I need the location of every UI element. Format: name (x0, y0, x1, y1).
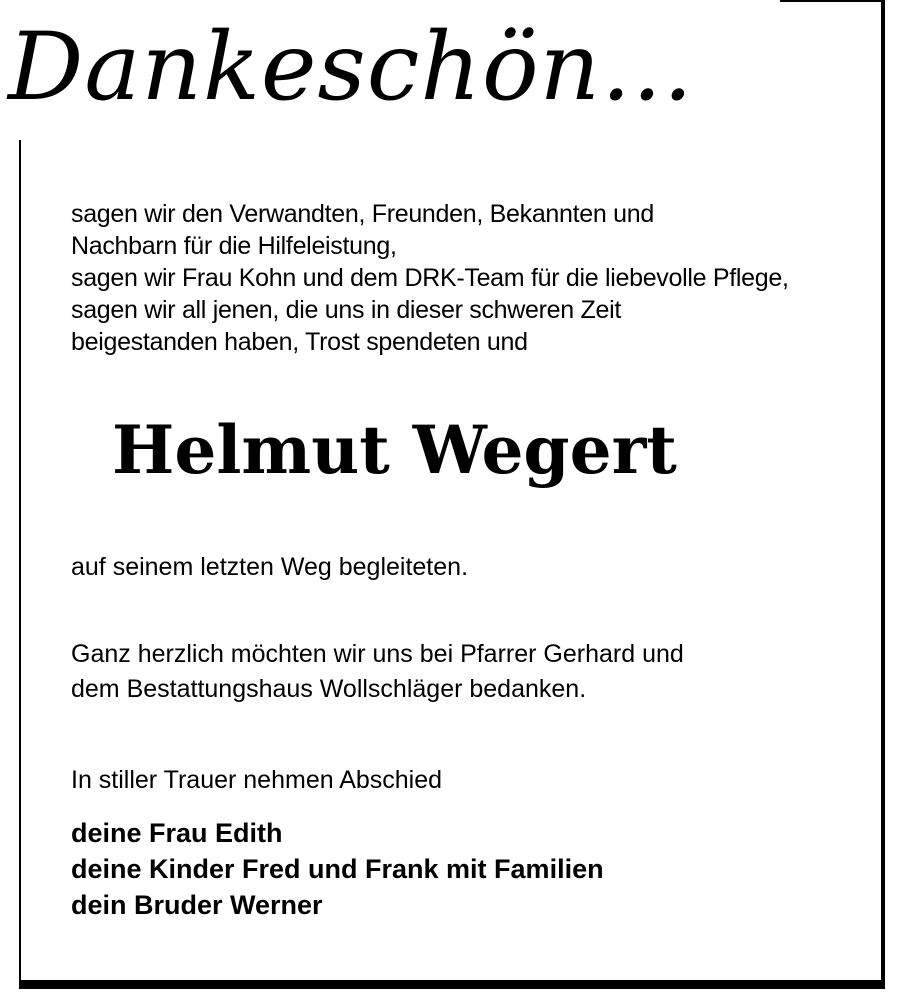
intro-line: sagen wir den Verwandten, Freunden, Bekannten und (71, 200, 654, 228)
intro-line: beigestanden haben, Trost spendeten und (71, 328, 528, 356)
intro-line: sagen wir Frau Kohn und dem DRK-Team für die liebevolle Pflege, (71, 264, 789, 292)
intro-line: sagen wir all jenen, die uns in dieser schweren Zeit (71, 296, 621, 324)
signer-line: deine Frau Edith (71, 818, 283, 848)
deceased-name: Helmut Wegert (112, 411, 677, 489)
signers-list (71, 815, 604, 923)
thanks-line: dem Bestattungshaus Wollschläger bedanken. (71, 675, 587, 703)
thanks-line: Ganz herzlich möchten wir uns bei Pfarrer Gerhard und (71, 640, 684, 668)
thanks-text (71, 637, 684, 707)
intro-line: Nachbarn für die Hilfeleistung, (71, 232, 397, 260)
signer-line: dein Bruder Werner (71, 890, 323, 920)
last-way-text: auf seinem letzten Weg begleiteten. (71, 553, 469, 581)
intro-text (71, 198, 789, 358)
closing-text: In stiller Trauer nehmen Abschied (71, 766, 443, 794)
signer-line: deine Kinder Fred und Frank mit Familien (71, 854, 604, 884)
heading-dankeschoen: Dankeschön... (8, 13, 694, 122)
